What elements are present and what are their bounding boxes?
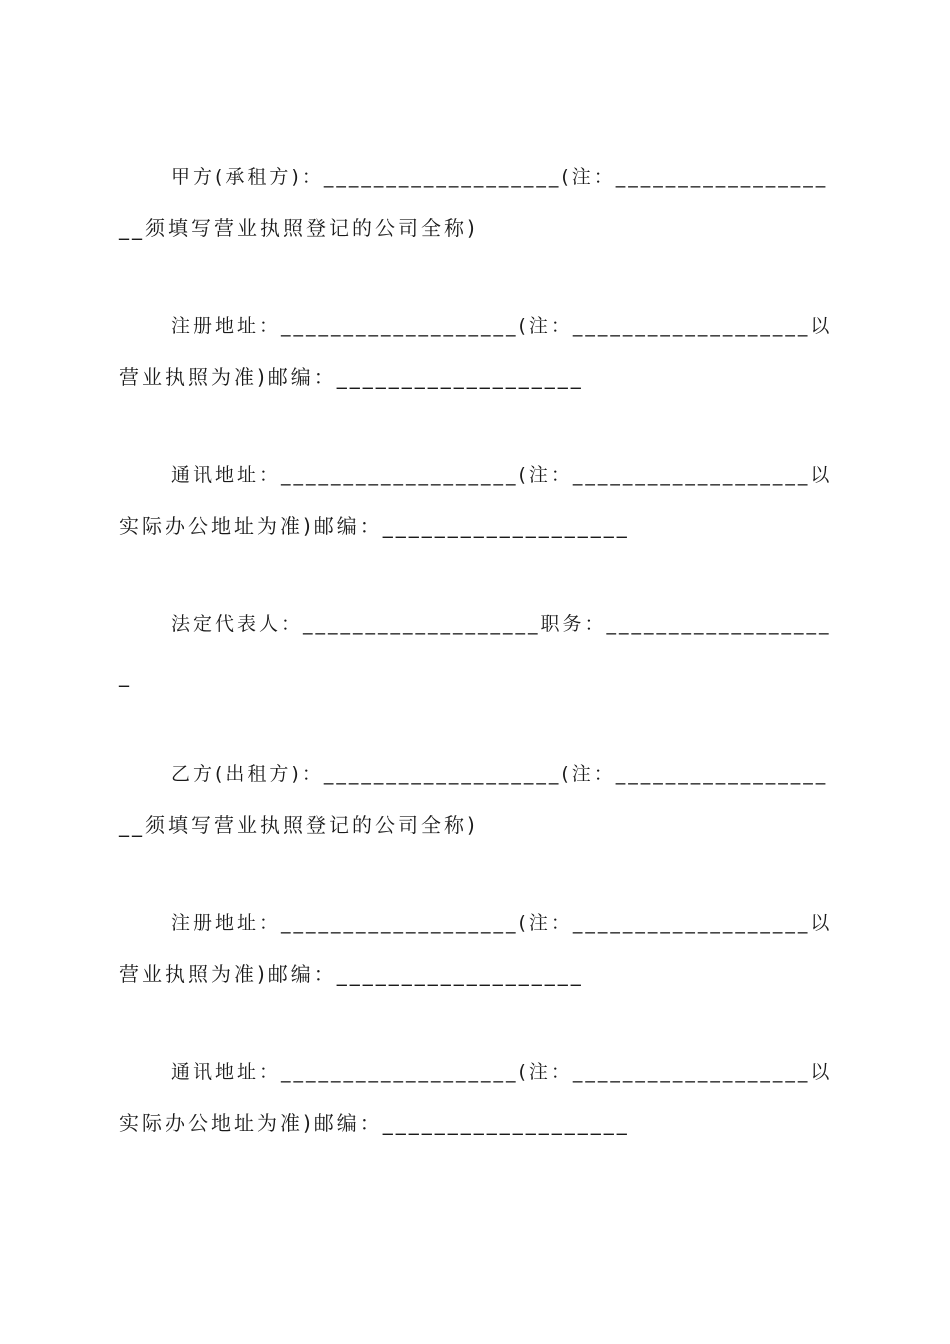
party-a-registered-address-line: 注册地址：___________________(注：___________________以 <box>171 315 833 337</box>
party-a-name-line: 甲方(承租方)：___________________(注：_________________ <box>171 166 829 188</box>
party-a-registered-postcode-line: 营业执照为准)邮编：___________________ <box>119 365 584 389</box>
party-b-contact-address-line: 通讯地址：___________________(注：___________________以 <box>171 1061 833 1083</box>
party-b-name-line: 乙方(出租方)：___________________(注：_________________ <box>171 763 829 785</box>
party-a-name-note: __须填写营业执照登记的公司全称) <box>119 216 478 240</box>
party-a-contact-postcode-line: 实际办公地址为准)邮编：___________________ <box>119 514 630 538</box>
party-b-registered-address-line: 注册地址：___________________(注：___________________以 <box>171 912 833 934</box>
party-a-legal-representative-continuation: _ <box>119 663 132 687</box>
party-b-contact-postcode-line: 实际办公地址为准)邮编：___________________ <box>119 1111 630 1135</box>
party-b-name-note: __须填写营业执照登记的公司全称) <box>119 813 478 837</box>
party-a-legal-representative-line: 法定代表人：___________________职务：__________________ <box>171 613 832 635</box>
party-a-contact-address-line: 通讯地址：___________________(注：___________________以 <box>171 464 833 486</box>
party-b-registered-postcode-line: 营业执照为准)邮编：___________________ <box>119 962 584 986</box>
